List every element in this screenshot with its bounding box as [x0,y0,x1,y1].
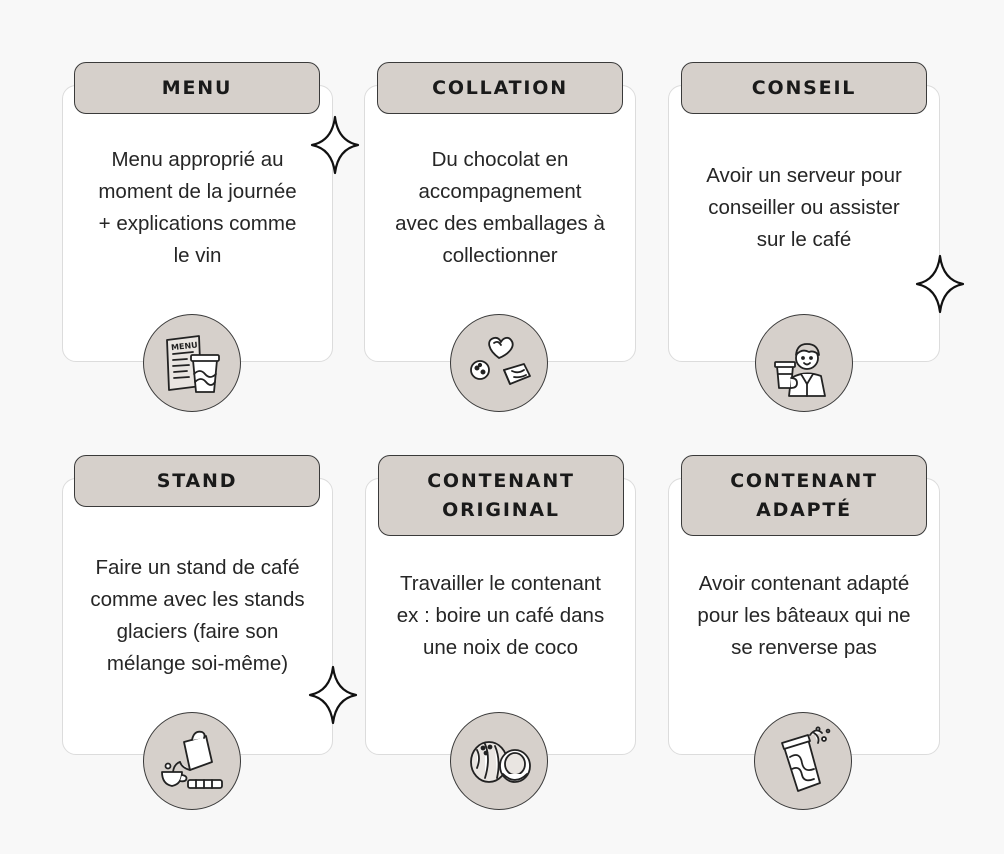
card-menu-title: MENU [74,62,320,114]
sparkle-icon [310,115,360,175]
menu-coffee-icon [159,330,225,396]
card-stand-badge [143,712,241,810]
menu-icon-label: MENU [170,340,199,353]
card-contenant-original-badge [450,712,548,810]
card-contenant-adapte-title: CONTENANT ADAPTÉ [681,455,927,536]
card-stand-title: STAND [74,455,320,507]
coconut-icon [463,728,535,794]
card-conseil-title: CONSEIL [681,62,927,114]
sparkle-icon [915,254,965,314]
chocolates-icon [464,330,534,396]
coffee-pouring-icon [156,728,228,794]
card-collation-badge [450,314,548,412]
card-collation-title: COLLATION [377,62,623,114]
card-contenant-original-title: CONTENANT ORIGINAL [378,455,624,536]
card-conseil-description: Avoir un serveur pour conseiller ou assister sur le café [706,164,902,251]
sparkle-icon [308,665,358,725]
card-contenant-adapte-description: Avoir contenant adapté pour les bâteaux qui ne se renverse pas [697,572,911,659]
card-conseil-badge [755,314,853,412]
barista-icon [769,328,839,398]
splash-cup-icon [770,725,836,797]
card-menu-badge [143,314,241,412]
card-menu-description: Menu approprié au moment de la journée + explications comme le vin [98,148,297,267]
card-stand-description: Faire un stand de café comme avec les stands glaciers (faire son mélange soi-même) [90,556,305,675]
card-collation-description: Du chocolat en accompagnement avec des emballages à collectionner [395,148,605,267]
card-contenant-original-description: Travailler le contenant ex : boire un café dans une noix de coco [396,572,605,659]
card-contenant-adapte-badge [754,712,852,810]
